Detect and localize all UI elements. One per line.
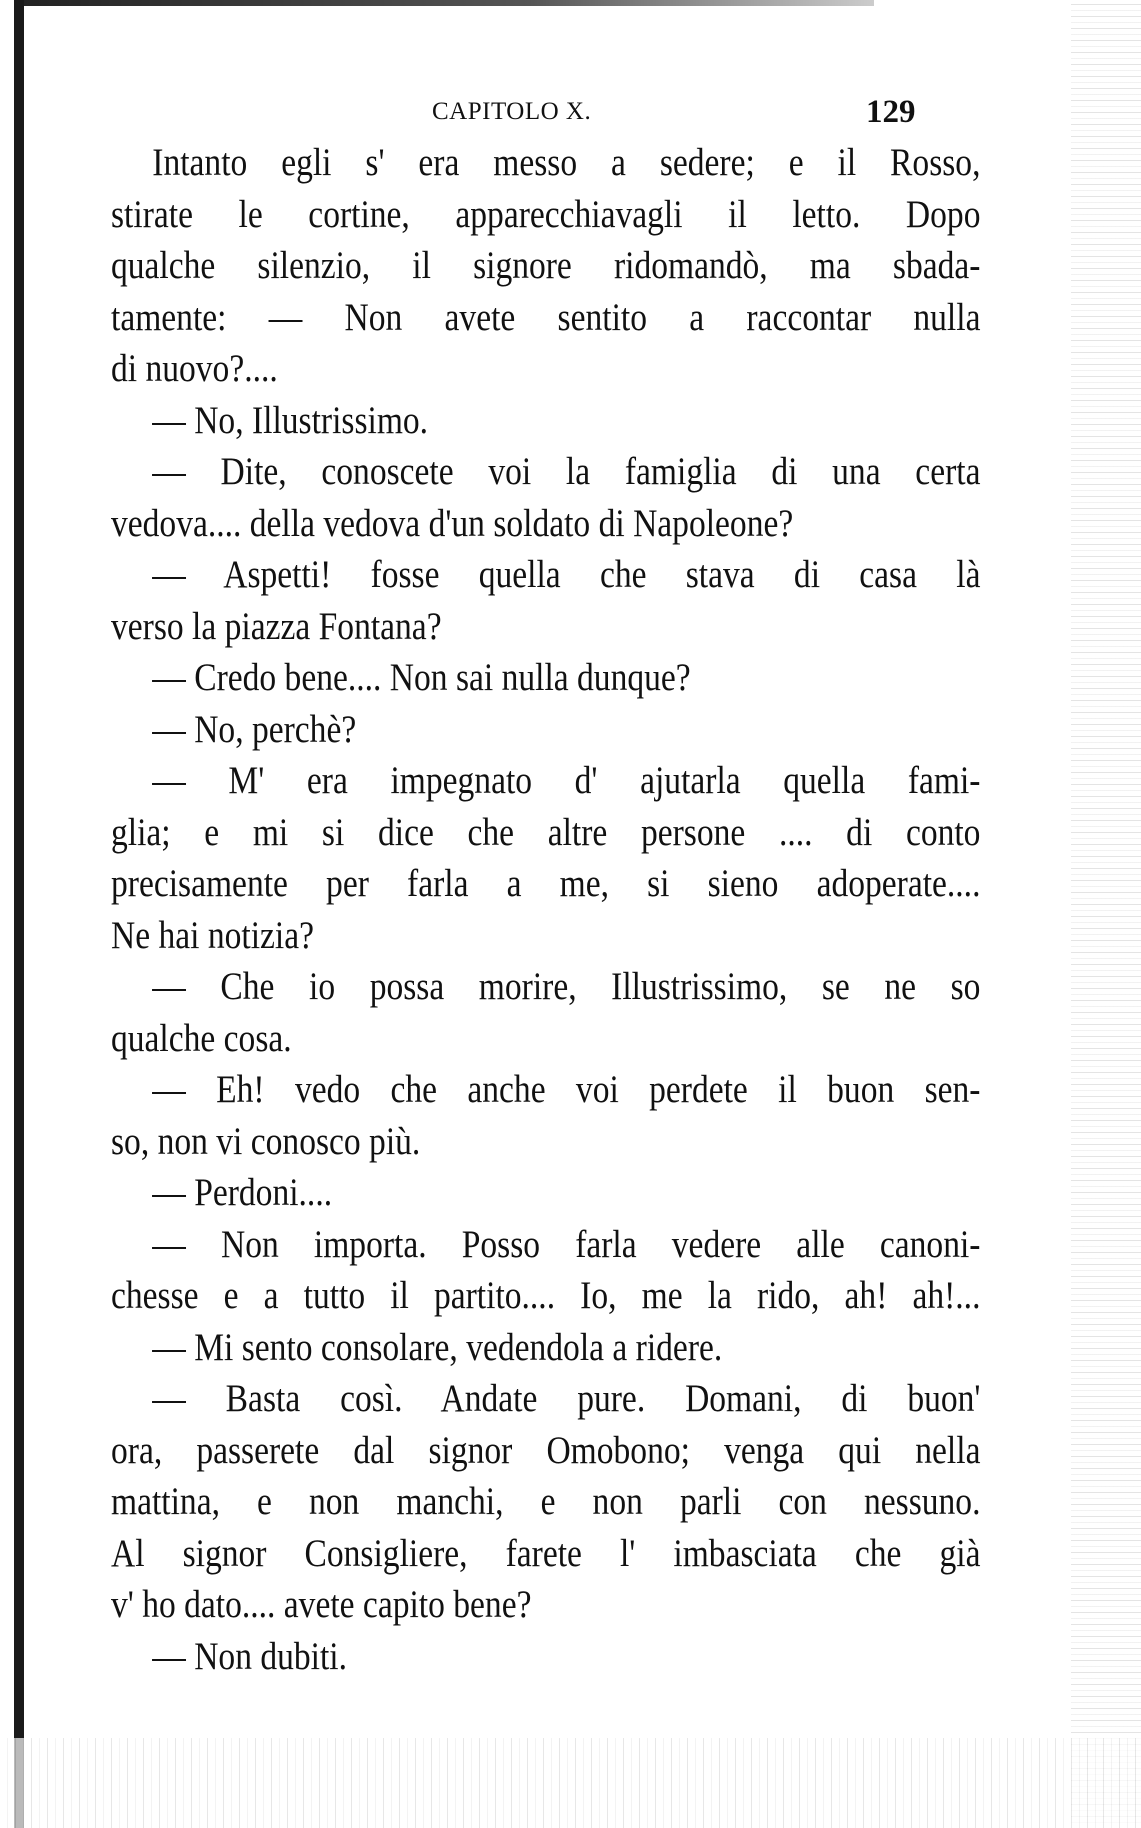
text-line: mattina, e non manchi, e non parli con nessuno.	[111, 1480, 981, 1523]
running-title: CAPITOLO X.	[432, 98, 592, 125]
page-top-edge	[14, 0, 874, 6]
text-line: — Dite, conoscete voi la famiglia di una certa	[152, 450, 981, 493]
page-bottom-edge-noise	[0, 1738, 1141, 1828]
text-line: — Mi sento consolare, vedendola a ridere.	[152, 1325, 723, 1369]
text-line: qualche cosa.	[111, 1016, 292, 1060]
page-number: 129	[866, 94, 916, 130]
text-line: qualche silenzio, il signore ridomandò, ma sbada-	[111, 244, 981, 287]
text-line: glia; e mi si dice che altre persone .... di conto	[111, 810, 981, 854]
text-line: verso la piazza Fontana?	[111, 604, 442, 648]
text-line: — Non dubiti.	[152, 1634, 348, 1678]
text-line: stirate le cortine, apparecchiavagli il letto. Dopo	[111, 192, 981, 236]
text-line: Al signor Consigliere, farete l' imbasciata che già	[111, 1531, 981, 1575]
text-line: tamente: — Non avete sentito a raccontar nulla	[111, 295, 981, 339]
page-binding-edge	[14, 0, 24, 1828]
text-line: di nuovo?....	[111, 347, 278, 390]
text-line: vedova.... della vedova d'un soldato di Napoleone?	[111, 501, 794, 545]
text-line: Ne hai notizia?	[111, 913, 315, 957]
text-line: chesse e a tutto il partito.... Io, me la rido, ah! ah!...	[111, 1274, 981, 1317]
text-line: — Che io possa morire, Illustrissimo, se ne so	[152, 965, 981, 1008]
page-right-edge-noise	[1071, 0, 1141, 1828]
text-line: ora, passerete dal signor Omobono; venga qui nella	[111, 1428, 981, 1472]
text-line: precisamente per farla a me, si sieno adoperate....	[111, 862, 981, 905]
text-line: — Aspetti! fosse quella che stava di casa là	[152, 553, 981, 596]
text-line: — Non importa. Posso farla vedere alle canoni-	[152, 1222, 981, 1266]
text-line: v' ho dato.... avete capito bene?	[111, 1583, 532, 1626]
text-line: — M' era impegnato d' ajutarla quella fami-	[152, 759, 981, 802]
text-line: — No, Illustrissimo.	[152, 398, 429, 442]
text-line: — Basta così. Andate pure. Domani, di buon'	[152, 1377, 981, 1420]
text-line: — No, perchè?	[152, 707, 357, 751]
text-line: — Perdoni....	[152, 1171, 333, 1214]
text-line: — Credo bene.... Non sai nulla dunque?	[152, 656, 691, 699]
running-header	[0, 94, 1141, 134]
text-line: Intanto egli s' era messo a sedere; e il Rosso,	[152, 141, 981, 184]
text-line: so, non vi conosco più.	[111, 1119, 421, 1163]
text-line: — Eh! vedo che anche voi perdete il buon sen-	[152, 1068, 981, 1111]
body-text	[111, 137, 981, 1682]
